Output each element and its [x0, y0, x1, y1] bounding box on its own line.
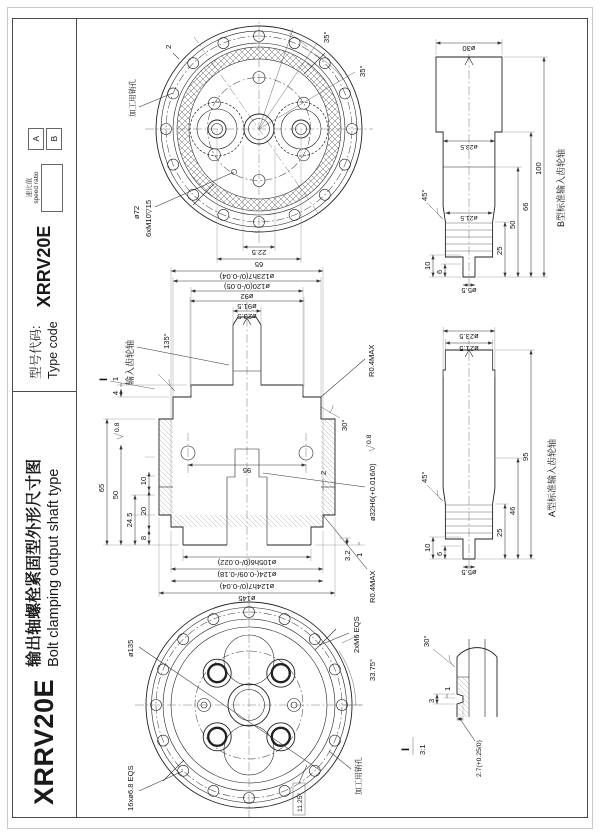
detail-dim-3: 3 — [427, 698, 436, 703]
dim-axial-20: 20 — [139, 506, 148, 516]
title-chinese: 输出轴螺栓紧固型外形尺寸图 — [26, 458, 44, 667]
option-b-box[interactable]: B — [46, 128, 62, 150]
dim-dia-32h6: ø32H6(+0.016/0) — [368, 463, 377, 521]
shaft-b-dia-23-5: ø23.5 — [460, 143, 478, 150]
front-dim-2: 2 — [164, 44, 173, 49]
shaft-a-dim-6: 6 — [435, 551, 444, 556]
dim-axial-3-2: 3.2 — [343, 550, 352, 561]
shaft-option-boxes — [28, 128, 62, 150]
section-roughness-top: 0.8 — [114, 422, 121, 432]
shaft-b-dim-10: 10 — [423, 261, 432, 270]
front-angle-35-a: 35° — [358, 65, 367, 77]
type-code-cell — [13, 19, 76, 391]
dim-axial-8: 8 — [139, 535, 148, 541]
section-roughness-bottom: 0.8 — [366, 434, 373, 444]
drawing-canvas — [77, 21, 585, 817]
section-angle-30: 30° — [340, 419, 349, 431]
section-detail-ref: I — [98, 377, 110, 381]
title-english: Bolt clamping output shaft type — [46, 468, 63, 667]
type-code-label-cn: 型号代码: — [29, 325, 44, 379]
dim-dia-92: ø92 — [240, 292, 254, 301]
option-a-box[interactable]: A — [28, 128, 44, 150]
speed-ratio-label-en: speed ratio — [33, 171, 40, 204]
front-dim-65: 65 — [254, 260, 264, 269]
shaft-a-dia-5-5: ø5.5 — [461, 568, 477, 577]
title-text — [25, 459, 63, 667]
dim-dia-105h6: ø105h6(0/-0.022) — [217, 558, 277, 567]
drawing-frame — [12, 18, 588, 818]
speed-ratio-label — [26, 172, 40, 204]
dim-95: 95 — [242, 466, 252, 475]
front-dim-22-5: 22.5 — [251, 248, 267, 257]
section-r04-left: R0.4MAX — [368, 570, 377, 603]
shaft-b-dim-100: 100 — [534, 162, 543, 175]
dim-dia-120: ø120(0/-0.05) — [223, 282, 271, 291]
dim-dia-123h7: ø123h7(0/-0.04) — [219, 272, 275, 281]
detail-dim-1: 1 — [443, 686, 452, 691]
shaft-b-label: B型标准输入齿轮轴 — [556, 148, 566, 227]
front-tap-label: 6xM10▽15 — [144, 199, 153, 237]
rear-angle-33-75-label: 33.75° — [368, 658, 377, 681]
dim-axial-24-5: 24.5 — [125, 512, 134, 528]
detail-ref-label: I — [400, 747, 412, 751]
rear-angle-11-25-label: 11.25° — [297, 792, 304, 812]
dim-axial-2: 2 — [319, 470, 328, 475]
model-code: XRRV20E — [29, 678, 59, 805]
dim-dia-91-5: ø91.5 — [237, 302, 257, 311]
shaft-b-view — [420, 39, 566, 295]
type-code-label — [28, 321, 61, 379]
shaft-b-dia-21-5: ø21.5 — [460, 214, 478, 221]
shaft-b-dia-30: ø30 — [462, 44, 476, 53]
shaft-a-dim-25: 25 — [495, 528, 504, 537]
detail-view-i — [400, 636, 497, 777]
section-view — [97, 267, 377, 603]
dim-axial-65: 65 — [97, 483, 106, 493]
section-angle-135: 135° — [162, 333, 171, 349]
front-pin-hole-label: 加工用销孔 — [128, 79, 137, 117]
shaft-b-dim-25: 25 — [495, 246, 504, 255]
shaft-a-angle-45: 45° — [420, 471, 429, 483]
rear-dia135-label: ø135 — [126, 639, 135, 657]
shaft-b-dim-66: 66 — [521, 202, 530, 211]
front-dia72-label: ø72 — [132, 205, 141, 219]
detail-scale-label: 3:1 — [418, 744, 427, 755]
dim-dia-145: ø145 — [238, 594, 256, 603]
title-block — [13, 19, 77, 817]
shaft-a-dia-23-5: ø23.5 — [459, 332, 479, 341]
shaft-a-label: A型标准输入齿轮轴 — [547, 438, 557, 517]
rear-view — [126, 591, 377, 817]
shaft-a-dim-10: 10 — [423, 543, 432, 552]
front-angle-35-b: 35° — [322, 31, 331, 43]
shaft-b-angle-45: 45° — [420, 189, 429, 201]
shaft-b-dia-5-5: ø5.5 — [461, 286, 477, 295]
shaft-b-dim-6: 6 — [435, 269, 444, 274]
dim-dia-124: ø124(-0.09/-0.18) — [217, 570, 277, 579]
speed-ratio-box[interactable] — [41, 164, 63, 212]
shaft-b-dim-50: 50 — [508, 220, 517, 229]
dim-axial-1b: 1 — [355, 552, 364, 557]
detail-angle-30: 30° — [422, 635, 431, 647]
front-view — [127, 21, 373, 269]
dim-axial-10: 10 — [139, 476, 148, 486]
dim-axial-50: 50 — [111, 490, 120, 500]
detail-dim-2-7: 2.7(+0.25/0) — [476, 740, 483, 777]
speed-ratio-field — [26, 164, 63, 212]
section-r04-right: R0.4MAX — [367, 344, 376, 377]
dim-dia-23-5: ø23.5 — [237, 312, 257, 321]
rear-tap-label: 2xM6 EQS — [352, 616, 361, 653]
type-code-label-en: Type code — [45, 321, 60, 379]
type-code-model: XRRV20E — [34, 225, 54, 308]
shaft-a-view — [420, 327, 557, 577]
shaft-a-dim-46: 46 — [508, 506, 517, 515]
rear-holes-label: 16xø6.8 EQS — [126, 765, 135, 811]
rear-pin-hole-label: 加工用销孔 — [354, 757, 363, 795]
speed-ratio-label-cn: 速比值 — [25, 177, 33, 198]
section-input-shaft-label: 输入齿轮轴 — [125, 339, 135, 385]
dim-axial-4: 4 — [111, 390, 120, 396]
dim-axial-1: 1 — [111, 376, 120, 382]
title-cell — [13, 391, 76, 817]
dim-dia-124h7: ø124h7(0/-0.04) — [219, 582, 275, 591]
shaft-a-dim-95: 95 — [521, 452, 530, 461]
shaft-a-dia-21-5: ø21.5 — [459, 344, 479, 353]
